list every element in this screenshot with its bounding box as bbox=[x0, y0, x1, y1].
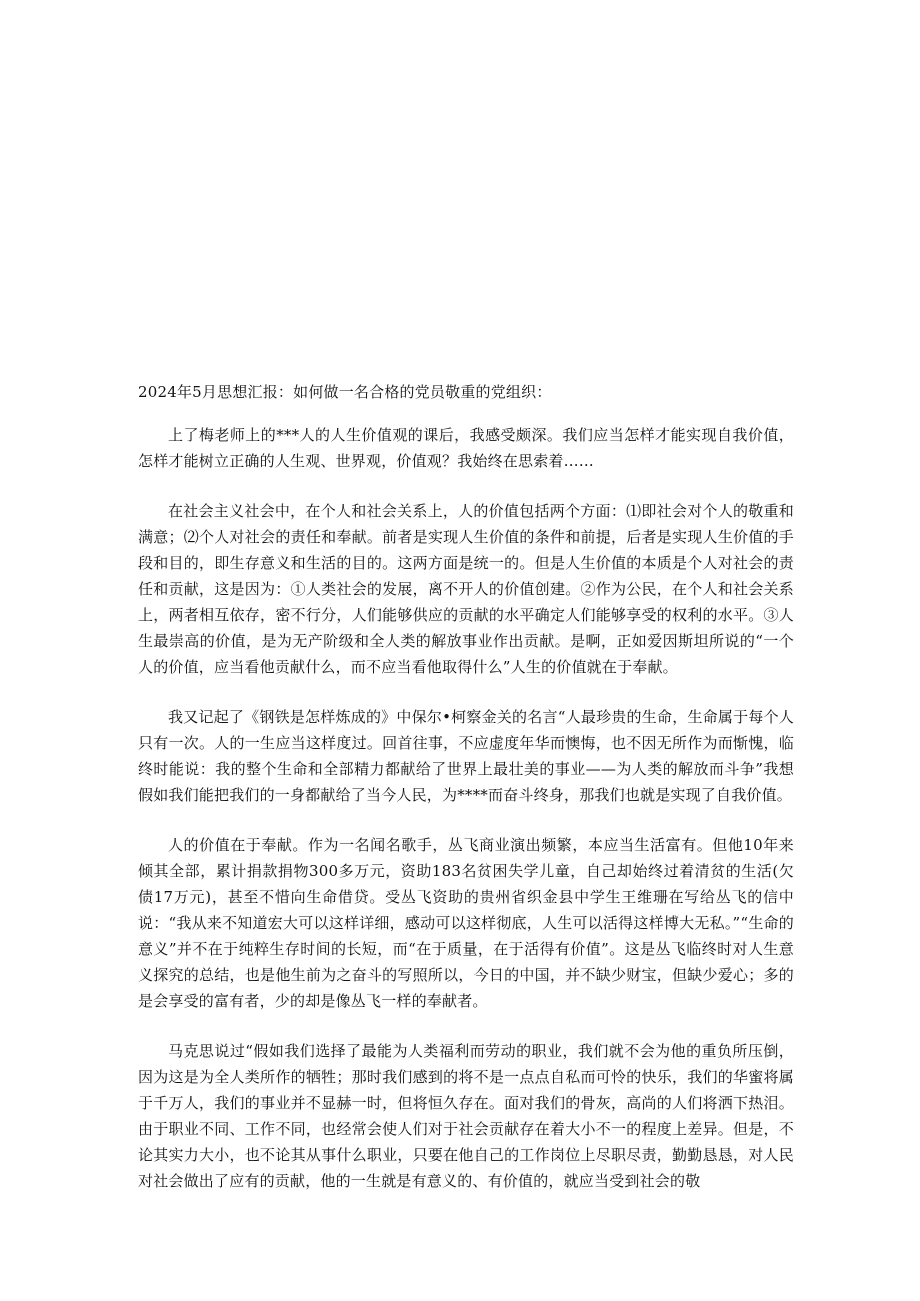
paragraph-congfei: 人的价值在于奉献。作为一名闻名歌手，丛飞商业演出频繁，本应当生活富有。但他10年来倾其全部，累计捐款捐物300多万元，资助183名贫困失学儿童，自己却始终过着清贫的生活(欠债17万元)，甚至不惜向生命借贷。受丛飞资助的贵州省织金县中学生王维珊在写给丛飞的信中说：“我从来不知道宏大可以这样详细，感动可以这样彻底，人生可以活得这样博大无私。”“生命的意义”并不在于纯粹生存时间的长短，而“在于质量，在于活得有价值”。这是丛飞临终时对人生意义探究的总结，也是他生前为之奋斗的写照所以，今日的中国，并不缺少财宝，但缺少爱心；多的是会享受的富有者，少的却是像丛飞一样的奉献者。 bbox=[138, 836, 794, 1010]
paragraph-value-definition: 在社会主义社会中，在个人和社会关系上，人的价值包括两个方面：⑴即社会对个人的敬重和满意；⑵个人对社会的责任和奉献。前者是实现人生价值的条件和前提，后者是实现人生价值的手段和目的，即生存意义和生活的目的。这两方面是统一的。但是人生价值的本质是个人对社会的责任和贡献，这是因为：①人类社会的发展，离不开人的价值创建。②作为公民，在个人和社会关系上，两者相互依存，密不行分，人们能够供应的贡献的水平确定人们能够享受的权利的水平。③人生最崇高的价值，是为无产阶级和全人类的解放事业作出贡献。是啊，正如爱因斯坦所说的“一个人的价值，应当看他贡献什么，而不应当看他取得什么”人生的价值就在于奉献。 bbox=[138, 502, 794, 676]
paragraph-marx-quote: 马克思说过“假如我们选择了最能为人类福利而劳动的职业，我们就不会为他的重负所压倒，因为这是为全人类所作的牺牲；那时我们感到的将不是一点点自私而可怜的快乐，我们的华蜜将属于千万人，我们的事业并不显赫一时，但将恒久存在。面对我们的骨灰，高尚的人们将洒下热泪。由于职业不同、工作不同，也经常会使人们对于社会贡献存在着大小不一的程度上差异。但是，不论其实力大小，也不论其从事什么职业，只要在他自己的工作岗位上尽职尽责，勤勤恳恳，对人民对社会做出了应有的贡献，他的一生就是有意义的、有价值的，就应当受到社会的敬 bbox=[138, 1042, 794, 1190]
document-title: 2024年5月思想汇报：如何做一名合格的党员敬重的党组织： bbox=[138, 383, 552, 401]
paragraph-pavel-quote: 我又记起了《钢铁是怎样炼成的》中保尔•柯察金关的名言“人最珍贵的生命，生命属于每个人只有一次。人的一生应当这样度过。回首往事，不应虚度年华而懊悔，也不因无所作为而惭愧，临终时能说：我的整个生命和全部精力都献给了世界上最壮美的事业——为人类的解放而斗争”我想假如我们能把我们的一身都献给了当今人民，为****而奋斗终身，那我们也就是实现了自我价值。 bbox=[138, 708, 794, 804]
document-body bbox=[138, 380, 794, 1218]
paragraph-intro: 上了梅老师上的***人的人生价值观的课后，我感受颇深。我们应当怎样才能实现自我价值，怎样才能树立正确的人生观、世界观，价值观？我始终在思索着…… bbox=[138, 426, 794, 470]
